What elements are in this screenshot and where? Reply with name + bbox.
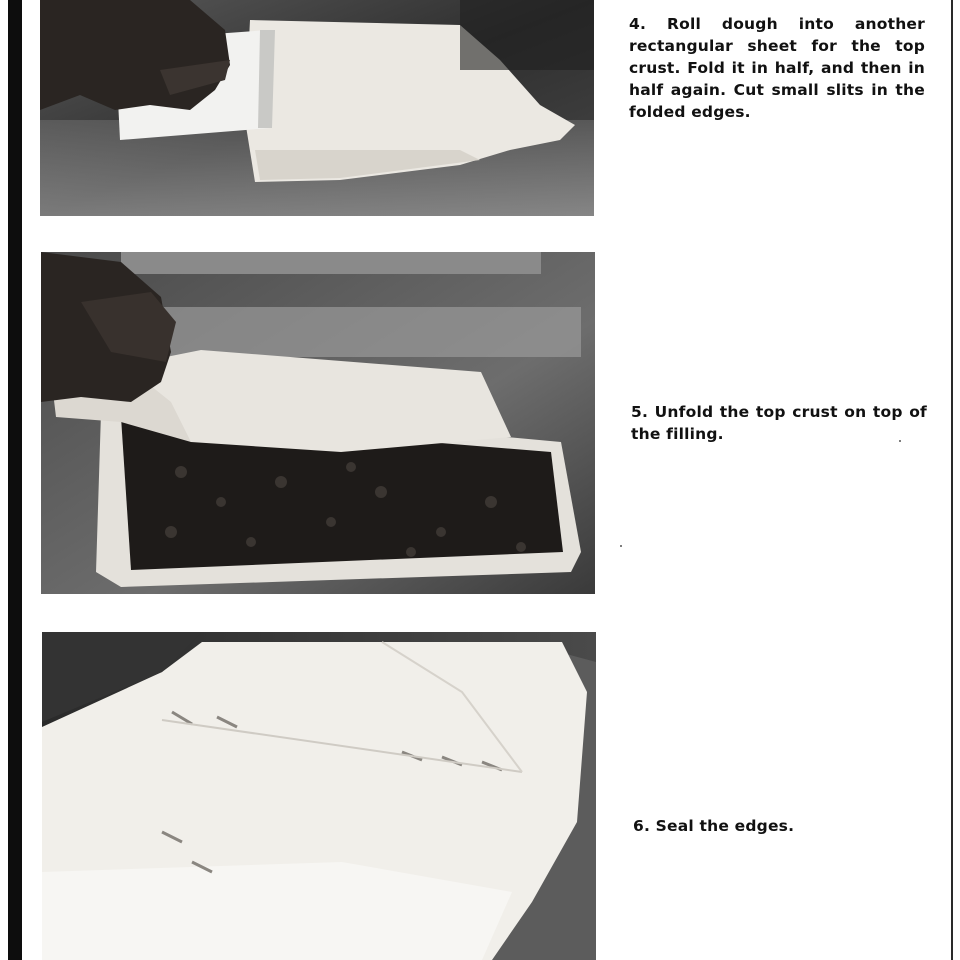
step-5-instruction: 5. Unfold the top crust on top of the filling. xyxy=(631,402,927,443)
photo-step-6-image xyxy=(42,632,596,960)
step-6-instruction: 6. Seal the edges. xyxy=(633,816,795,835)
scan-border-right xyxy=(951,0,953,960)
scan-border-left xyxy=(8,0,22,960)
photo-step-5 xyxy=(41,252,595,594)
photo-step-4 xyxy=(40,0,594,216)
scan-speck xyxy=(899,440,901,442)
step-4-instruction: 4. Roll dough into another rectangular sheet for the top crust. Fold it in half, and then in half again. Cut small slits in the folded edges. xyxy=(629,14,925,121)
photo-step-4-image xyxy=(40,0,594,216)
photo-step-6 xyxy=(42,632,596,960)
photo-step-5-image xyxy=(41,252,595,594)
scan-speck xyxy=(620,545,622,547)
